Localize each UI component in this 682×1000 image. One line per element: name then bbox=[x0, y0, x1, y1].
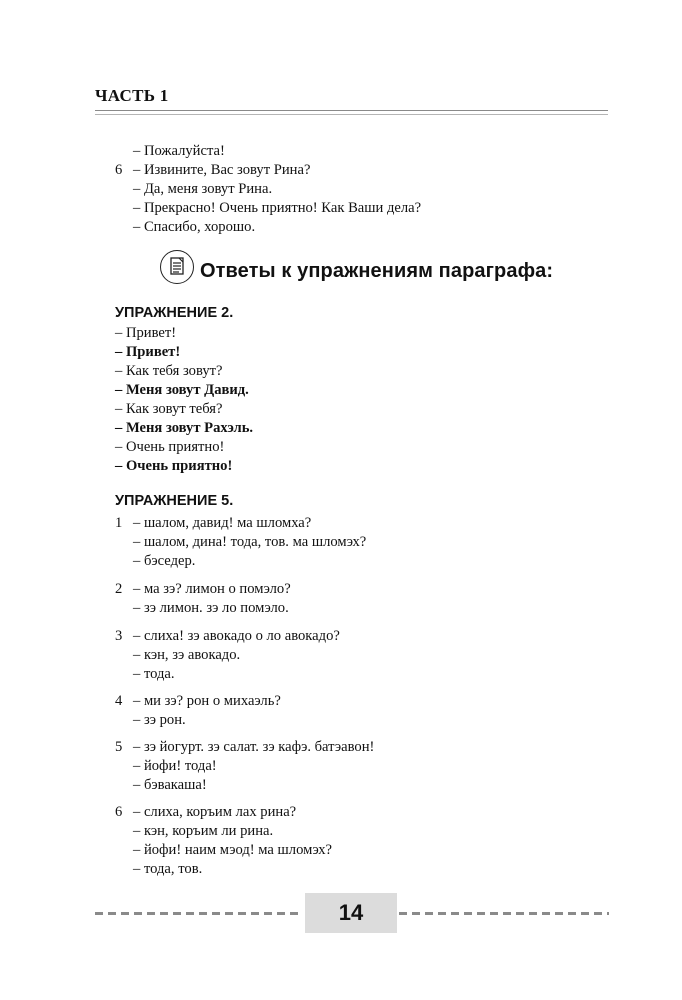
exercise-2-line: – Как зовут тебя? bbox=[115, 401, 223, 417]
footer-dash-right bbox=[399, 912, 609, 915]
dialog-line: – Да, меня зовут Рина. bbox=[133, 181, 273, 197]
dialog-number: 6 bbox=[115, 162, 123, 178]
exercise-2-line: – Как тебя зовут? bbox=[115, 363, 223, 379]
group-number: 1 bbox=[115, 515, 123, 531]
exercise-5-line: – тода. bbox=[133, 666, 175, 682]
exercise-5-line: – ми зэ? рон о михаэль? bbox=[133, 693, 281, 709]
dialog-line: – Извините, Вас зовут Рина? bbox=[133, 162, 311, 178]
footer-dash-left bbox=[95, 912, 303, 915]
exercise-5-line: – зэ йогурт. зэ салат. зэ кафэ. батэавон! bbox=[133, 739, 375, 755]
dialog-line: – Пожалуйста! bbox=[133, 143, 225, 159]
exercise-2-answer: – Привет! bbox=[115, 344, 181, 360]
exercise-5-line: – слиха! зэ авокадо о ло авокадо? bbox=[133, 628, 340, 644]
exercise-5-line: – ма зэ? лимон о помэло? bbox=[133, 581, 291, 597]
dialog-line: – Спасибо, хорошо. bbox=[133, 219, 256, 235]
page-number: 14 bbox=[338, 900, 364, 925]
exercise-5-line: – кэн, коръим ли рина. bbox=[133, 823, 274, 839]
exercise-5-line: – кэн, зэ авокадо. bbox=[133, 647, 241, 663]
exercise-5-line: – йофи! наим мэод! ма шломэх? bbox=[133, 842, 332, 858]
header-rule bbox=[95, 110, 608, 111]
exercise-2-line: – Очень приятно! bbox=[115, 439, 225, 455]
exercise-2-heading: УПРАЖНЕНИЕ 2. bbox=[115, 305, 234, 321]
group-number: 6 bbox=[115, 804, 123, 820]
exercise-5-line: – зэ лимон. зэ ло помэло. bbox=[133, 600, 289, 616]
group-number: 3 bbox=[115, 628, 123, 644]
dialog-line: – Прекрасно! Очень приятно! Как Ваши дела? bbox=[133, 200, 422, 216]
exercise-5-line: – бэвакаша! bbox=[133, 777, 207, 793]
exercise-5-heading: УПРАЖНЕНИЕ 5. bbox=[115, 493, 234, 509]
exercise-2-answer: – Меня зовут Рахэль. bbox=[115, 420, 254, 436]
group-number: 5 bbox=[115, 739, 123, 755]
group-number: 4 bbox=[115, 693, 123, 709]
document-icon bbox=[160, 250, 194, 284]
exercise-2-line: – Привет! bbox=[115, 325, 177, 341]
exercise-5-line: – тода, тов. bbox=[133, 861, 203, 877]
exercise-2-answer: – Очень приятно! bbox=[115, 458, 233, 474]
exercise-2-answer: – Меня зовут Давид. bbox=[115, 382, 249, 398]
section-title: Ответы к упражнениям параграфа: bbox=[200, 260, 554, 282]
exercise-5-line: – йофи! тода! bbox=[133, 758, 217, 774]
exercise-5-line: – бэседер. bbox=[133, 553, 196, 569]
group-number: 2 bbox=[115, 581, 123, 597]
exercise-5-line: – шалом, дина! тода, тов. ма шломэх? bbox=[133, 534, 367, 550]
exercise-5-line: – зэ рон. bbox=[133, 712, 186, 728]
exercise-5-line: – шалом, давид! ма шломха? bbox=[133, 515, 312, 531]
header-rule-thin bbox=[95, 114, 608, 115]
exercise-5-line: – слиха, коръим лах рина? bbox=[133, 804, 297, 820]
page-header: ЧАСТЬ 1 bbox=[95, 86, 169, 105]
